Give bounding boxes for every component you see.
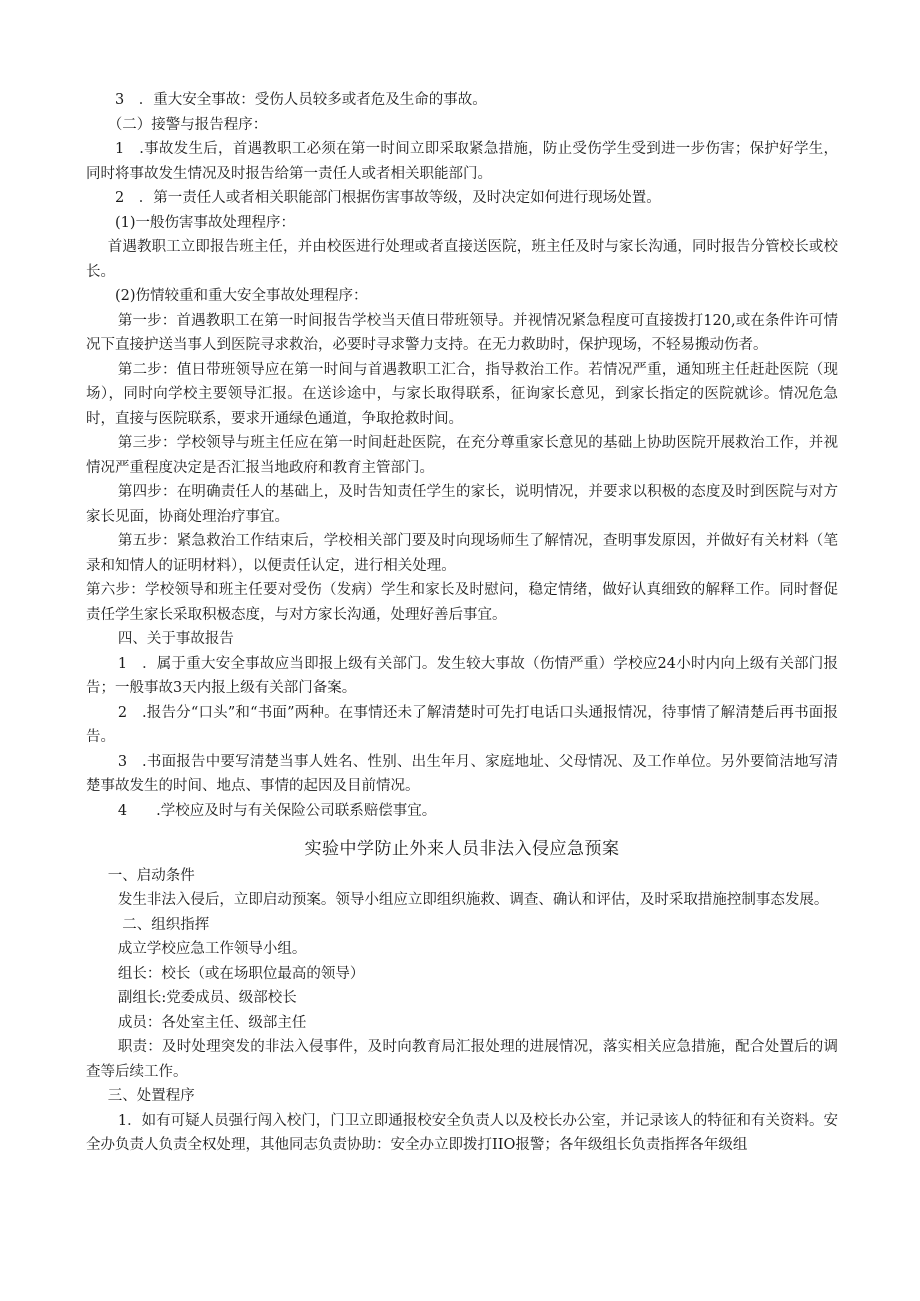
paragraph-step-6: 第六步：学校领导和班主任要对受伤（发病）学生和家长及时慰问，稳定情绪，做好认真细致的解释工作。同时督促责任学生家长采取积极态度，与对方家长沟通，处理好善后事宜。 <box>86 582 838 623</box>
item-accident-report-2: 2 .报告分“口头”和“书面”两种。在事情还未了解清楚时可先打电话口头通报情况，待事情了解清楚后再书面报告。 <box>86 704 838 745</box>
paragraph-step-1: 第一步：首遇教职工在第一时间报告学校当天值日带班领导。并视情况紧急程度可直接拨打120,或在条件许可情况下直接护送当事人到医院寻求救治，必要时寻求警力支持。在无力救助时，保护现场，不轻易搬动伤者。 <box>86 312 838 353</box>
paragraph-general-injury: 首遇教职工立即报告班主任，并由校医进行处理或者直接送医院，班主任及时与家长沟通，同时报告分管校长或校长。 <box>86 239 838 280</box>
item-report-step-1: 1 .事故发生后，首遇教职工必须在第一时间立即采取紧急措施，防止受伤学生受到进一步伤害；保护好学生，同时将事故发生情况及时报告给第一责任人或者相关职能部门。 <box>86 141 838 182</box>
paragraph-step-5: 第五步：紧急救治工作结束后，学校相关部门要及时向现场师生了解情况，查明事发原因，并做好有关材料（笔录和知情人的证明材料），以便责任认定，进行相关处理。 <box>86 533 838 574</box>
paragraph-leadership-group: 成立学校应急工作领导小组。 <box>117 941 307 957</box>
paragraph-step-2: 第二步：值日带班领导应在第一时间与首遇教职工汇合，指导救治工作。若情况严重，通知班主任赶赴医院（现场），同时向学校主要领导汇报。在送诊途中，与家长取得联系，征询家长意见，到家长指定的医院就诊。情况危急时，直接与医院联系，要求开通绿色通道，争取抢救时间。 <box>86 361 838 427</box>
heading-start-conditions: 一、启动条件 <box>107 867 195 884</box>
heading-accident-report: 四、关于事故报告 <box>117 631 234 647</box>
paragraph-members: 成员：各处室主任、级部主任 <box>117 1014 307 1031</box>
item-report-step-2: 2 ．第一责任人或者相关职能部门根据伤害事故等级，及时决定如何进行现场处置。 <box>115 190 661 206</box>
item-major-accident: 3 ．重大安全事故：受伤人员较多或者危及生命的事故。 <box>115 92 487 108</box>
heading-organization: 二、组织指挥 <box>122 916 210 933</box>
heading-procedure: 三、处置程序 <box>107 1088 195 1104</box>
paragraph-start-conditions: 发生非法入侵后，立即启动预案。领导小组应立即组织施救、调查、确认和评估，及时采取措施控制事态发展。 <box>117 892 829 908</box>
paragraph-deputy-leader: 副组长:党委成员、级部校长 <box>117 990 297 1006</box>
paragraph-step-4: 第四步：在明确责任人的基础上，及时告知责任学生的家长，说明情况，并要求以积极的态度及时到医院与对方家长见面，协商处理治疗事宜。 <box>86 484 838 525</box>
paragraph-procedure-1: 1．如有可疑人员强行闯入校门，门卫立即通报校安全负责人以及校长办公室，并记录该人的特征和有关资料。安全办负责人负责全权处理，其他同志负责协助：安全办立即拨打IIO报警；各年级组长负责指挥各年级组 <box>86 1112 838 1153</box>
paragraph-duties: 职责：及时处理突发的非法入侵事件，及时向教育局汇报处理的进展情况，落实相关应急措施，配合处置后的调查等后续工作。 <box>86 1039 838 1080</box>
paragraph-group-leader: 组长：校长（或在场职位最高的领导） <box>117 965 365 982</box>
item-accident-report-1: 1 ．属于重大安全事故应当即报上级有关部门。发生较大事故（伤情严重）学校应24小时内向上级有关部门报告；一般事故3天内报上级有关部门备案。 <box>86 655 838 696</box>
subheading-general-injury: (1)一般伤害事故处理程序： <box>115 214 296 231</box>
paragraph-step-3: 第三步：学校领导与班主任应在第一时间赶赴医院，在充分尊重家长意见的基础上协助医院开展救治工作，并视情况严重程度决定是否汇报当地政府和教育主管部门。 <box>86 435 838 476</box>
subheading-serious-injury: (2)伤情较重和重大安全事故处理程序： <box>115 288 368 304</box>
item-accident-report-3: 3 .书面报告中要写清楚当事人姓名、性别、出生年月、家庭地址、父母情况、及工作单位。另外要简洁地写清楚事故发生的时间、地点、事情的起因及目前情况。 <box>86 753 838 794</box>
section-title: 实验中学防止外来人员非法入侵应急预案 <box>304 839 620 859</box>
heading-report-procedure: （二）接警与报告程序： <box>107 116 268 133</box>
item-accident-report-4: 4 .学校应及时与有关保险公司联系赔偿事宜。 <box>117 802 437 819</box>
